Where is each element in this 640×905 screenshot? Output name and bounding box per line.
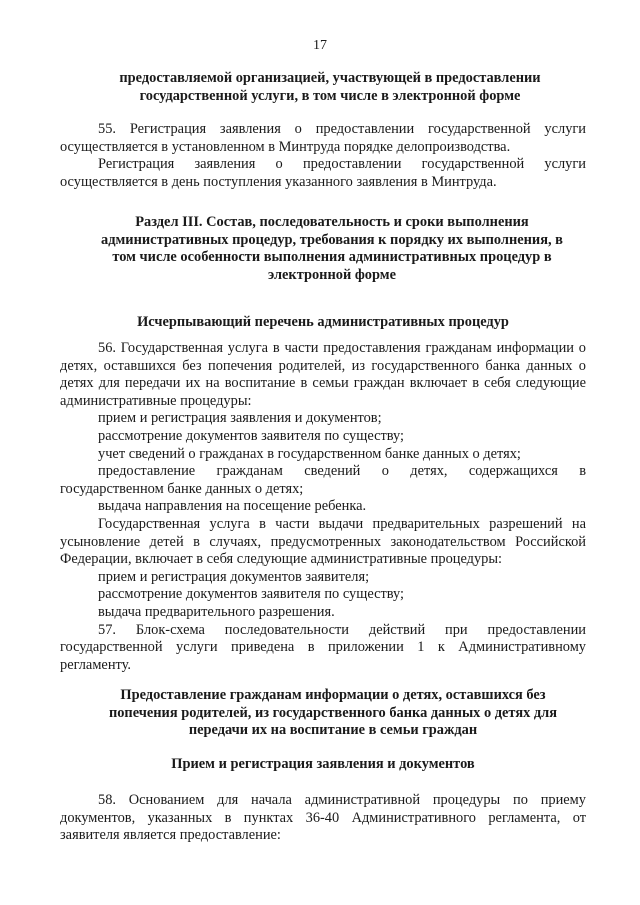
paragraph-56: 56. Государственная услуга в части предоставления гражданам информации о детях, оставшихся без попечения родителей, из государственного банка данных о детях для передачи их на воспитание в семьи граждан включает в себя следующие административные процедуры: (60, 340, 586, 409)
registration-paragraph-day: Регистрация заявления о предоставлении государственной услуги осуществляется в день поступления указанного заявления в Минтруда. (60, 156, 586, 190)
page-number: 17 (313, 38, 327, 53)
top-heading: предоставляемой организацией, участвующей в предоставлении государственной услуги, в том числе в электронной форме (119, 70, 541, 104)
info-heading: Предоставление гражданам информации о детях, оставшихся без попечения родителей, из государственного банка данных о детях для передачи их на воспитание в семьи граждан (108, 687, 558, 738)
paragraph-58: 58. Основанием для начала административной процедуры по приему документов, указанных в пунктах 36-40 Административного регламента, от заявителя является предоставление: (60, 792, 586, 844)
procedure-item: выдача предварительного разрешения. (98, 603, 335, 620)
reception-section (60, 792, 586, 845)
procedures-heading: Исчерпывающий перечень административных процедур (137, 314, 509, 330)
paragraph-57: 57. Блок-схема последовательности действий при предоставлении государственной услуги приведена в приложении 1 к Административному регламенту. (60, 621, 586, 673)
procedure-item: учет сведений о гражданах в государственном банке данных о детях; (98, 445, 521, 462)
registration-section (60, 121, 586, 191)
procedure-item: рассмотрение документов заявителя по существу; (98, 427, 405, 444)
procedure-item: рассмотрение документов заявителя по существу; (98, 586, 405, 603)
procedure-item: выдача направления на посещение ребенка. (98, 498, 367, 515)
procedure-item: прием и регистрация заявления и документов; (98, 410, 382, 427)
reception-heading: Прием и регистрация заявления и документов (171, 756, 475, 772)
registration-paragraph-55: 55. Регистрация заявления о предоставлении государственной услуги осуществляется в установленном в Минтруда порядке делопроизводства. (60, 121, 586, 155)
section-heading: Раздел III. Состав, последовательность и сроки выполнения административных процедур, требования к порядку их выполнения, в том числе особенности выполнения административных процедур в электронной форме (101, 214, 563, 283)
paragraph-preliminary-permits: Государственная услуга в части выдачи предварительных разрешений на усыновление детей в случаях, предусмотренных законодательством Российской Федерации, включает в себя следующие административные процедуры: (60, 515, 586, 568)
procedure-item: предоставление гражданам сведений о детях, содержащихся в государственном банке данных о детях; (60, 463, 586, 497)
procedure-item: прием и регистрация документов заявителя; (98, 568, 370, 585)
procedures-section (60, 340, 586, 674)
